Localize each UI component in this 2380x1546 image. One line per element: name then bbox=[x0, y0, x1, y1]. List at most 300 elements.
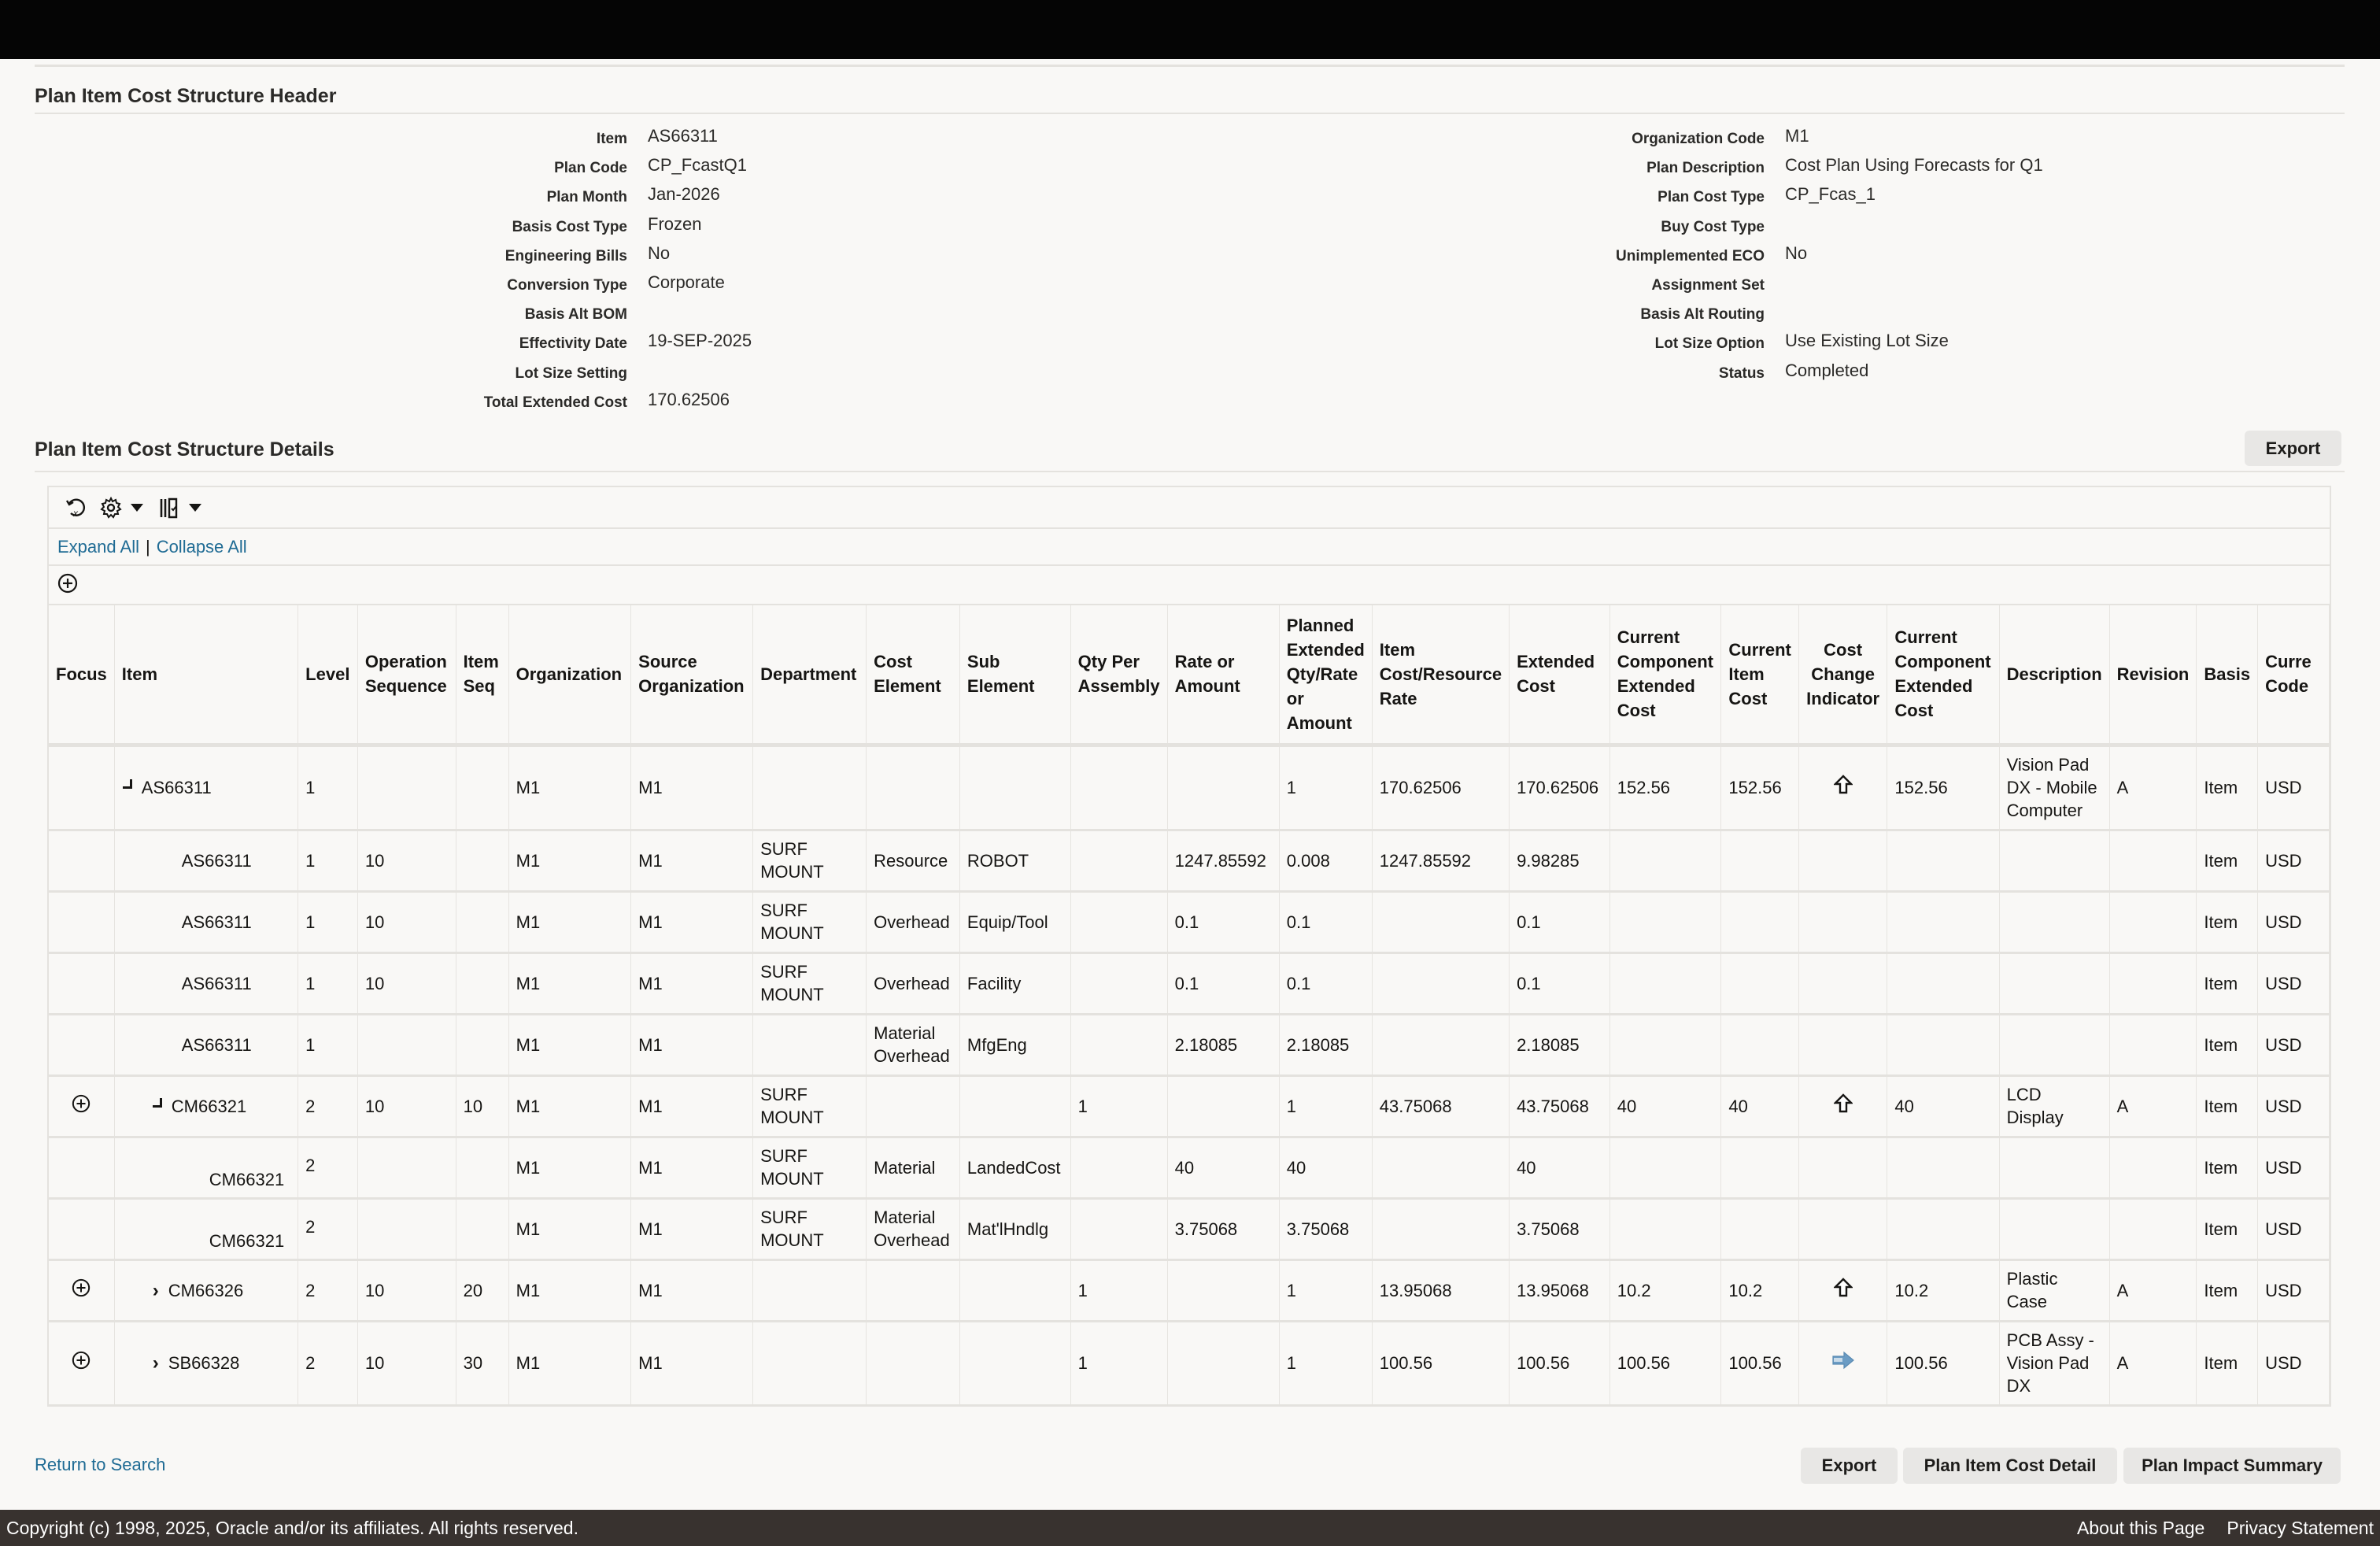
cur-item-cost-cell: 152.56 bbox=[1721, 745, 1798, 830]
item-cell bbox=[114, 1014, 298, 1075]
cur-comp-ext-cell: 10.2 bbox=[1609, 1259, 1721, 1321]
rate-cell bbox=[1167, 1259, 1279, 1321]
op-seq-cell bbox=[357, 1198, 456, 1259]
qty-per-cell: 1 bbox=[1070, 1075, 1167, 1137]
item-cost-cell bbox=[1372, 1137, 1509, 1198]
table-toolbar bbox=[49, 487, 2330, 529]
ext-cost-cell: 3.75068 bbox=[1510, 1198, 1610, 1259]
field-value: M1 bbox=[1785, 126, 1809, 146]
tree-collapsed-chevron-icon[interactable]: › bbox=[152, 1352, 159, 1374]
cost-up-arrow-icon bbox=[1834, 1282, 1853, 1302]
cur-comp-ext2-cell: 10.2 bbox=[1887, 1259, 1999, 1321]
focus-cell bbox=[49, 952, 114, 1014]
field-value: Cost Plan Using Forecasts for Q1 bbox=[1785, 155, 2043, 176]
org-cell: M1 bbox=[508, 1321, 631, 1405]
src-org-cell: M1 bbox=[631, 952, 753, 1014]
cost-unchanged-arrow-icon bbox=[1831, 1354, 1855, 1374]
table-row[interactable] bbox=[49, 952, 2330, 1014]
item-number: CM66321 bbox=[171, 1096, 247, 1116]
basis-cell: Item bbox=[2197, 1321, 2258, 1405]
field-label: Unimplemented ECO bbox=[1616, 247, 1765, 264]
cur-item-cost-cell: 100.56 bbox=[1721, 1321, 1798, 1405]
cur-comp-ext-cell bbox=[1609, 830, 1721, 891]
basis-cell: Item bbox=[2197, 1075, 2258, 1137]
field-label: Basis Cost Type bbox=[512, 218, 627, 235]
dept-cell: SURF MOUNT bbox=[753, 1137, 867, 1198]
item-number: AS66311 bbox=[181, 850, 252, 871]
indicator-cell bbox=[1798, 745, 1887, 830]
cost-element-cell: Resource bbox=[867, 830, 960, 891]
column-header[interactable]: Qty Per Assembly bbox=[1070, 605, 1167, 745]
column-header[interactable]: Current Component Extended Cost bbox=[1609, 605, 1721, 745]
currency-cell: USD bbox=[2258, 952, 2330, 1014]
cur-comp-ext2-cell bbox=[1887, 891, 1999, 952]
cost-element-cell: Overhead bbox=[867, 952, 960, 1014]
field-value: No bbox=[648, 242, 671, 263]
src-org-cell: M1 bbox=[631, 1321, 753, 1405]
ext-cost-cell: 0.1 bbox=[1510, 891, 1610, 952]
top-bar bbox=[0, 0, 2380, 59]
revision-cell bbox=[2109, 830, 2197, 891]
currency-cell: USD bbox=[2258, 830, 2330, 891]
focus-cell[interactable] bbox=[49, 1259, 114, 1321]
cur-item-cost-cell bbox=[1721, 1014, 1798, 1075]
item-seq-cell: 30 bbox=[456, 1321, 508, 1405]
sub-element-cell bbox=[959, 1321, 1070, 1405]
item-number: SB66328 bbox=[168, 1353, 240, 1373]
item-number: AS66311 bbox=[181, 973, 252, 993]
basis-cell: Item bbox=[2197, 952, 2258, 1014]
expand-collapse-bar bbox=[49, 529, 2330, 566]
rate-cell bbox=[1167, 1075, 1279, 1137]
about-this-page-link[interactable]: About this Page bbox=[2076, 1517, 2205, 1538]
description-cell bbox=[1999, 1137, 2109, 1198]
focus-plus-icon[interactable] bbox=[72, 1282, 91, 1301]
indicator-cell bbox=[1798, 1137, 1887, 1198]
cur-comp-ext2-cell bbox=[1887, 1014, 1999, 1075]
table-row[interactable] bbox=[49, 1014, 2330, 1075]
collapse-all-link[interactable]: Collapse All bbox=[156, 536, 247, 557]
rate-cell: 2.18085 bbox=[1167, 1014, 1279, 1075]
indicator-cell bbox=[1798, 891, 1887, 952]
revision-cell bbox=[2109, 952, 2197, 1014]
description-cell bbox=[1999, 1014, 2109, 1075]
cur-comp-ext2-cell: 152.56 bbox=[1887, 745, 1999, 830]
field-label: Plan Code bbox=[554, 160, 627, 177]
level-cell: 2 bbox=[298, 1259, 358, 1321]
planned-ext-cell: 1 bbox=[1279, 1259, 1372, 1321]
column-header[interactable]: Level bbox=[298, 605, 358, 745]
qty-per-cell bbox=[1070, 1137, 1167, 1198]
qty-per-cell bbox=[1070, 891, 1167, 952]
header-section-title: Plan Item Cost Structure Header bbox=[35, 85, 337, 107]
basis-cell: Item bbox=[2197, 1137, 2258, 1198]
op-seq-cell bbox=[357, 1014, 456, 1075]
basis-cell: Item bbox=[2197, 1014, 2258, 1075]
column-header[interactable]: Sub Element bbox=[959, 605, 1070, 745]
currency-cell: USD bbox=[2258, 891, 2330, 952]
header-section-rule bbox=[35, 113, 2345, 114]
focus-cell[interactable] bbox=[49, 1075, 114, 1137]
dept-cell bbox=[753, 1321, 867, 1405]
op-seq-cell: 10 bbox=[357, 830, 456, 891]
tree-collapsed-chevron-icon[interactable]: › bbox=[152, 1279, 159, 1301]
cost-structure-table bbox=[49, 605, 2330, 1407]
ext-cost-cell: 9.98285 bbox=[1510, 830, 1610, 891]
item-cell bbox=[114, 952, 298, 1014]
level-cell: 2 bbox=[298, 1075, 358, 1137]
field-label: Item bbox=[596, 131, 627, 147]
field-label: Engineering Bills bbox=[504, 247, 627, 264]
rate-cell: 3.75068 bbox=[1167, 1198, 1279, 1259]
item-cost-cell: 43.75068 bbox=[1372, 1075, 1509, 1137]
planned-ext-cell: 1 bbox=[1279, 1075, 1372, 1137]
top-divider bbox=[35, 65, 2345, 67]
item-cell bbox=[114, 830, 298, 891]
focus-plus-icon[interactable] bbox=[57, 573, 78, 597]
level-cell: 2 bbox=[298, 1137, 358, 1198]
item-seq-cell bbox=[456, 745, 508, 830]
focus-plus-icon[interactable] bbox=[72, 1354, 91, 1374]
tree-expanded-icon[interactable] bbox=[153, 1098, 162, 1108]
field-value: 19-SEP-2025 bbox=[648, 331, 752, 351]
op-seq-cell: 10 bbox=[357, 891, 456, 952]
column-header[interactable]: Organization bbox=[508, 605, 631, 745]
sub-element-cell: Facility bbox=[959, 952, 1070, 1014]
sub-element-cell: LandedCost bbox=[959, 1137, 1070, 1198]
cur-comp-ext2-cell bbox=[1887, 1137, 1999, 1198]
item-cell bbox=[114, 1259, 298, 1321]
sub-element-cell bbox=[959, 1259, 1070, 1321]
item-seq-cell: 20 bbox=[456, 1259, 508, 1321]
revision-cell: A bbox=[2109, 745, 2197, 830]
column-header[interactable]: Operation Sequence bbox=[357, 605, 456, 745]
focus-cell bbox=[49, 830, 114, 891]
rate-cell bbox=[1167, 745, 1279, 830]
src-org-cell: M1 bbox=[631, 1075, 753, 1137]
cost-up-arrow-icon bbox=[1834, 779, 1853, 799]
description-cell bbox=[1999, 1198, 2109, 1259]
basis-cell: Item bbox=[2197, 1198, 2258, 1259]
revision-cell bbox=[2109, 1137, 2197, 1198]
return-to-search-link[interactable]: Return to Search bbox=[35, 1455, 166, 1474]
focus-plus-icon[interactable] bbox=[72, 1097, 91, 1117]
level-cell: 2 bbox=[298, 1321, 358, 1405]
cur-comp-ext2-cell: 40 bbox=[1887, 1075, 1999, 1137]
indicator-cell bbox=[1798, 1075, 1887, 1137]
src-org-cell: M1 bbox=[631, 891, 753, 952]
item-cost-cell bbox=[1372, 1014, 1509, 1075]
indicator-cell bbox=[1798, 952, 1887, 1014]
item-seq-cell bbox=[456, 1014, 508, 1075]
item-cost-cell bbox=[1372, 952, 1509, 1014]
src-org-cell: M1 bbox=[631, 1259, 753, 1321]
op-seq-cell bbox=[357, 1137, 456, 1198]
qty-per-cell bbox=[1070, 1198, 1167, 1259]
cost-up-arrow-icon bbox=[1834, 1098, 1853, 1118]
table-row[interactable] bbox=[49, 1075, 2330, 1137]
column-header[interactable]: Revision bbox=[2109, 605, 2197, 745]
columns-icon[interactable] bbox=[156, 494, 183, 521]
revision-cell: A bbox=[2109, 1321, 2197, 1405]
op-seq-cell: 10 bbox=[357, 952, 456, 1014]
org-cell: M1 bbox=[508, 745, 631, 830]
indicator-cell bbox=[1798, 1014, 1887, 1075]
basis-cell: Item bbox=[2197, 830, 2258, 891]
sub-element-cell: MfgEng bbox=[959, 1014, 1070, 1075]
field-label: Basis Alt BOM bbox=[524, 306, 627, 324]
column-header[interactable]: Cost Element bbox=[867, 605, 960, 745]
table-row[interactable] bbox=[49, 745, 2330, 830]
item-cell bbox=[114, 891, 298, 952]
indicator-cell bbox=[1798, 1259, 1887, 1321]
column-header[interactable]: Extended Cost bbox=[1510, 605, 1610, 745]
rate-cell bbox=[1167, 1321, 1279, 1405]
indicator-cell bbox=[1798, 1321, 1887, 1405]
column-header[interactable]: Basis bbox=[2197, 605, 2258, 745]
org-cell: M1 bbox=[508, 1198, 631, 1259]
field-label: Organization Code bbox=[1632, 131, 1765, 147]
ext-cost-cell: 43.75068 bbox=[1510, 1075, 1610, 1137]
currency-cell: USD bbox=[2258, 745, 2330, 830]
ext-cost-cell: 13.95068 bbox=[1510, 1259, 1610, 1321]
revision-cell bbox=[2109, 1014, 2197, 1075]
field-label: Assignment Set bbox=[1651, 277, 1765, 294]
focus-cell bbox=[49, 1014, 114, 1075]
cost-element-cell bbox=[867, 745, 960, 830]
field-value: Frozen bbox=[648, 213, 702, 234]
item-number: CM66326 bbox=[168, 1280, 244, 1300]
cur-item-cost-cell bbox=[1721, 1198, 1798, 1259]
field-label: Plan Description bbox=[1646, 160, 1765, 177]
item-seq-cell: 10 bbox=[456, 1075, 508, 1137]
qty-per-cell bbox=[1070, 830, 1167, 891]
field-value: AS66311 bbox=[648, 126, 718, 146]
dept-cell: SURF MOUNT bbox=[753, 1198, 867, 1259]
item-cost-cell: 170.62506 bbox=[1372, 745, 1509, 830]
column-header[interactable]: Current Component Extended Cost bbox=[1887, 605, 1999, 745]
cur-comp-ext-cell bbox=[1609, 1137, 1721, 1198]
cost-element-cell bbox=[867, 1321, 960, 1405]
privacy-statement-link[interactable]: Privacy Statement bbox=[2227, 1517, 2374, 1538]
focus-cell bbox=[49, 745, 114, 830]
op-seq-cell: 10 bbox=[357, 1321, 456, 1405]
item-cost-cell: 13.95068 bbox=[1372, 1259, 1509, 1321]
basis-cell: Item bbox=[2197, 891, 2258, 952]
op-seq-cell bbox=[357, 745, 456, 830]
indicator-cell bbox=[1798, 830, 1887, 891]
field-value: Completed bbox=[1785, 360, 1869, 380]
column-header[interactable]: Item Cost/Resource Rate bbox=[1372, 605, 1509, 745]
table-row[interactable] bbox=[49, 1137, 2330, 1198]
field-value: CP_FcastQ1 bbox=[648, 155, 747, 176]
src-org-cell: M1 bbox=[631, 1014, 753, 1075]
sub-element-cell bbox=[959, 1075, 1070, 1137]
item-cost-cell bbox=[1372, 1198, 1509, 1259]
item-cost-cell: 100.56 bbox=[1372, 1321, 1509, 1405]
cur-comp-ext-cell: 40 bbox=[1609, 1075, 1721, 1137]
svg-text:x: x bbox=[73, 507, 78, 519]
cur-comp-ext2-cell bbox=[1887, 1198, 1999, 1259]
column-header[interactable]: Focus bbox=[49, 605, 114, 745]
cost-element-cell: Overhead bbox=[867, 891, 960, 952]
item-seq-cell bbox=[456, 1137, 508, 1198]
tree-table bbox=[47, 486, 2331, 1407]
field-value: CP_Fcas_1 bbox=[1785, 184, 1876, 205]
ext-cost-cell: 100.56 bbox=[1510, 1321, 1610, 1405]
item-seq-cell bbox=[456, 952, 508, 1014]
field-label: Plan Cost Type bbox=[1658, 189, 1765, 206]
cur-item-cost-cell: 10.2 bbox=[1721, 1259, 1798, 1321]
basis-cell: Item bbox=[2197, 1259, 2258, 1321]
table-row[interactable] bbox=[49, 1259, 2330, 1321]
sub-element-cell: ROBOT bbox=[959, 830, 1070, 891]
sub-element-cell: Equip/Tool bbox=[959, 891, 1070, 952]
src-org-cell: M1 bbox=[631, 1198, 753, 1259]
level-cell: 1 bbox=[298, 891, 358, 952]
cur-item-cost-cell bbox=[1721, 891, 1798, 952]
field-label: Buy Cost Type bbox=[1661, 218, 1765, 235]
level-cell: 1 bbox=[298, 952, 358, 1014]
field-value: Corporate bbox=[648, 272, 725, 292]
column-header[interactable]: Department bbox=[753, 605, 867, 745]
link-separator: | bbox=[145, 536, 150, 557]
cur-comp-ext2-cell bbox=[1887, 830, 1999, 891]
src-org-cell: M1 bbox=[631, 745, 753, 830]
field-label: Effectivity Date bbox=[519, 335, 627, 353]
item-seq-cell bbox=[456, 891, 508, 952]
settings-dropdown-caret-icon[interactable] bbox=[131, 504, 143, 512]
level-cell: 1 bbox=[298, 1014, 358, 1075]
item-number: CM66321 bbox=[209, 1230, 285, 1251]
dept-cell: SURF MOUNT bbox=[753, 1075, 867, 1137]
plan-impact-summary-button[interactable]: Plan Impact Summary bbox=[2123, 1448, 2341, 1484]
revision-cell: A bbox=[2109, 1075, 2197, 1137]
settings-gear-icon[interactable] bbox=[98, 494, 124, 521]
level-cell: 1 bbox=[298, 830, 358, 891]
column-header[interactable]: Cost Change Indicator bbox=[1798, 605, 1887, 745]
tree-expanded-icon[interactable] bbox=[123, 779, 132, 789]
item-number: AS66311 bbox=[181, 1034, 252, 1055]
cost-element-cell bbox=[867, 1075, 960, 1137]
plan-item-cost-detail-button[interactable]: Plan Item Cost Detail bbox=[1903, 1448, 2117, 1484]
org-cell: M1 bbox=[508, 1137, 631, 1198]
cur-item-cost-cell bbox=[1721, 1137, 1798, 1198]
item-number: CM66321 bbox=[209, 1169, 285, 1189]
revision-cell: A bbox=[2109, 1259, 2197, 1321]
indicator-cell bbox=[1798, 1198, 1887, 1259]
dept-cell bbox=[753, 745, 867, 830]
op-seq-cell: 10 bbox=[357, 1075, 456, 1137]
level-cell: 2 bbox=[298, 1198, 358, 1259]
cur-comp-ext-cell bbox=[1609, 952, 1721, 1014]
ext-cost-cell: 170.62506 bbox=[1510, 745, 1610, 830]
description-cell: Vision Pad DX - Mobile Computer bbox=[1999, 745, 2109, 830]
ext-cost-cell: 40 bbox=[1510, 1137, 1610, 1198]
reset-icon[interactable] bbox=[63, 494, 90, 521]
rate-cell: 40 bbox=[1167, 1137, 1279, 1198]
planned-ext-cell: 2.18085 bbox=[1279, 1014, 1372, 1075]
export-button-bottom[interactable]: Export bbox=[1801, 1448, 1898, 1484]
column-header[interactable]: Current Item Cost bbox=[1721, 605, 1798, 745]
level-cell: 1 bbox=[298, 745, 358, 830]
table-header-row bbox=[49, 605, 2330, 745]
currency-cell: USD bbox=[2258, 1321, 2330, 1405]
export-button-top[interactable]: Export bbox=[2245, 431, 2341, 466]
field-value: Jan-2026 bbox=[648, 184, 720, 205]
item-number: AS66311 bbox=[141, 778, 212, 797]
description-cell bbox=[1999, 891, 2109, 952]
rate-cell: 0.1 bbox=[1167, 952, 1279, 1014]
column-header[interactable]: Rate or Amount bbox=[1167, 605, 1279, 745]
copyright-text: Copyright (c) 1998, 2025, Oracle and/or its affiliates. All rights reserved. bbox=[6, 1517, 578, 1538]
table-row[interactable] bbox=[49, 1321, 2330, 1405]
org-cell: M1 bbox=[508, 1075, 631, 1137]
currency-cell: USD bbox=[2258, 1137, 2330, 1198]
expand-all-link[interactable]: Expand All bbox=[57, 536, 139, 557]
revision-cell bbox=[2109, 891, 2197, 952]
cur-comp-ext-cell bbox=[1609, 1198, 1721, 1259]
sub-element-cell bbox=[959, 745, 1070, 830]
item-seq-cell bbox=[456, 830, 508, 891]
details-section-title: Plan Item Cost Structure Details bbox=[35, 438, 334, 460]
cur-comp-ext-cell: 100.56 bbox=[1609, 1321, 1721, 1405]
field-label: Total Extended Cost bbox=[483, 394, 627, 411]
cur-comp-ext-cell: 152.56 bbox=[1609, 745, 1721, 830]
qty-per-cell: 1 bbox=[1070, 1259, 1167, 1321]
column-header[interactable]: Item bbox=[114, 605, 298, 745]
column-header[interactable]: Source Organization bbox=[631, 605, 753, 745]
qty-per-cell bbox=[1070, 1014, 1167, 1075]
field-label: Lot Size Option bbox=[1654, 335, 1765, 353]
cur-item-cost-cell bbox=[1721, 830, 1798, 891]
org-cell: M1 bbox=[508, 1014, 631, 1075]
table-row[interactable] bbox=[49, 1198, 2330, 1259]
sub-element-cell: Mat'lHndlg bbox=[959, 1198, 1070, 1259]
currency-cell: USD bbox=[2258, 1014, 2330, 1075]
column-header[interactable]: Item Seq bbox=[456, 605, 508, 745]
src-org-cell: M1 bbox=[631, 1137, 753, 1198]
column-header[interactable]: Planned Extended Qty/Rate or Amount bbox=[1279, 605, 1372, 745]
org-cell: M1 bbox=[508, 952, 631, 1014]
table-row[interactable] bbox=[49, 830, 2330, 891]
item-cost-cell bbox=[1372, 891, 1509, 952]
planned-ext-cell: 40 bbox=[1279, 1137, 1372, 1198]
dept-cell bbox=[753, 1259, 867, 1321]
table-row[interactable] bbox=[49, 891, 2330, 952]
description-cell: Plastic Case bbox=[1999, 1259, 2109, 1321]
org-cell: M1 bbox=[508, 830, 631, 891]
cur-comp-ext2-cell: 100.56 bbox=[1887, 1321, 1999, 1405]
cur-comp-ext-cell bbox=[1609, 891, 1721, 952]
item-seq-cell bbox=[456, 1198, 508, 1259]
column-header[interactable]: Curre Code bbox=[2258, 605, 2330, 745]
item-cost-cell: 1247.85592 bbox=[1372, 830, 1509, 891]
focus-cell bbox=[49, 1198, 114, 1259]
qty-per-cell bbox=[1070, 952, 1167, 1014]
dept-cell bbox=[753, 1014, 867, 1075]
focus-cell[interactable] bbox=[49, 1321, 114, 1405]
focus-cell bbox=[49, 891, 114, 952]
column-header[interactable]: Description bbox=[1999, 605, 2109, 745]
planned-ext-cell: 0.008 bbox=[1279, 830, 1372, 891]
columns-dropdown-caret-icon[interactable] bbox=[189, 504, 201, 512]
rate-cell: 1247.85592 bbox=[1167, 830, 1279, 891]
cur-comp-ext-cell bbox=[1609, 1014, 1721, 1075]
cost-element-cell bbox=[867, 1259, 960, 1321]
table-body bbox=[49, 745, 2330, 1405]
rate-cell: 0.1 bbox=[1167, 891, 1279, 952]
